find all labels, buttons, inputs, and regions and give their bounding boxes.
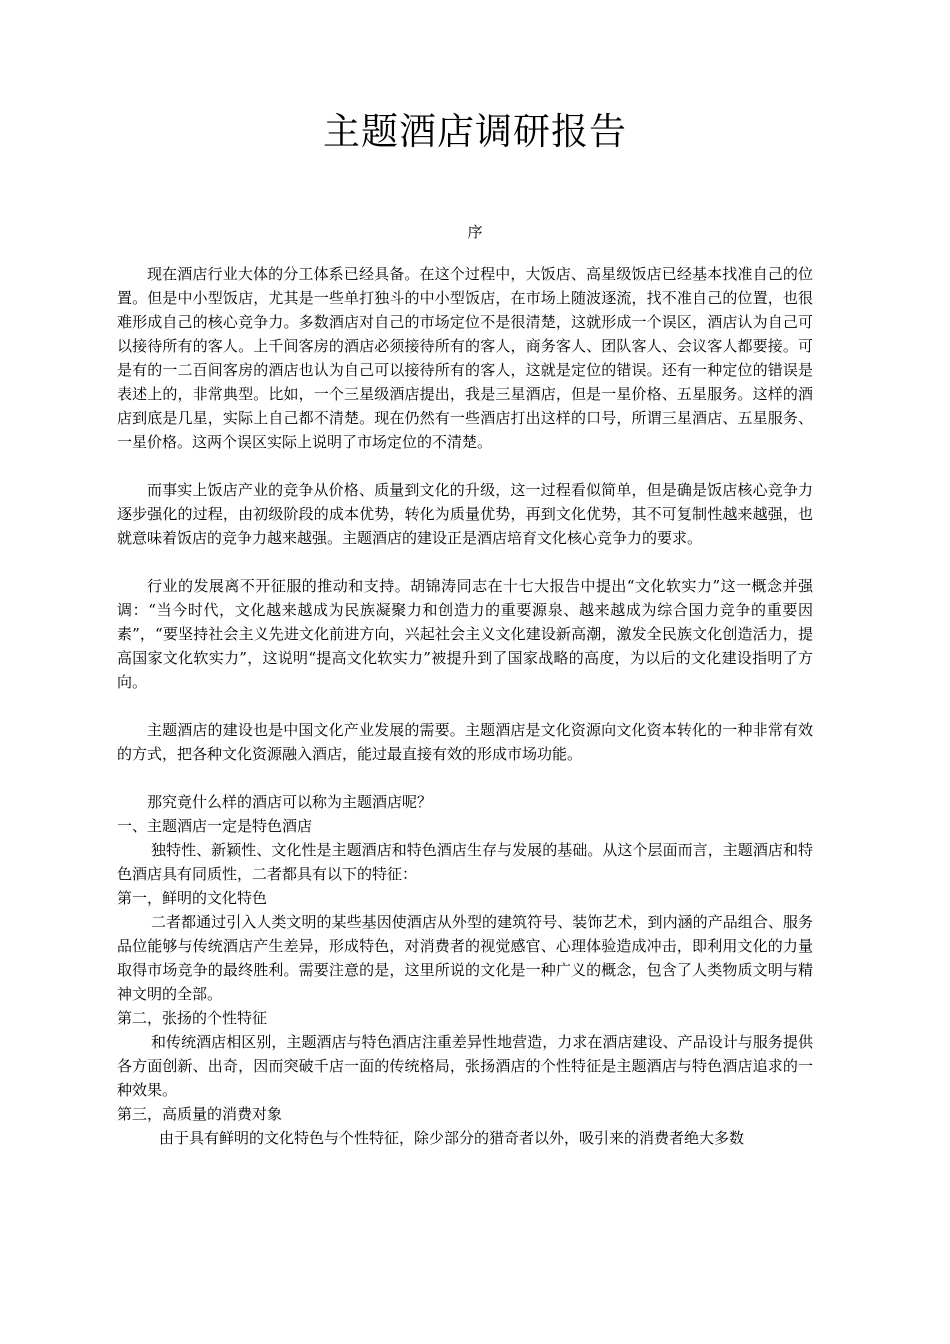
section-one-intro: 独特性、新颖性、文化性是主题酒店和特色酒店生存与发展的基础。从这个层面而言，主题酒店和特色酒店具有同质性，二者都具有以下的特征： <box>117 841 813 883</box>
feature-3-heading: 第三，高质量的消费对象 <box>117 1105 283 1123</box>
paragraph-1: 现在酒店行业大体的分工体系已经具备。在这个过程中，大饭店、高星级饭店已经基本找准自己的位置。但是中小型饭店，尤其是一些单打独斗的中小型饭店，在市场上随波逐流，找不准自己的位置，也很难形成自己的核心竞争力。多数酒店对自己的市场定位不是很清楚，这就形成一个误区，酒店认为自己可以接待所有的客人。上千间客房的酒店必须接待所有的客人，商务客人、团队客人、会议客人都要接。可是有的一二百间客房的酒店也认为自己可以接待所有的客人，这就是定位的错误。还有一种定位的错误是表述上的，非常典型。比如，一个三星级酒店提出，我是三星酒店，但是一星价格、五星服务。这样的酒店到底是几星，实际上自己都不清楚。现在仍然有一些酒店打出这样的口号，所谓三星酒店、五星服务、一星价格。这两个误区实际上说明了市场定位的不清楚。 <box>117 265 813 451</box>
feature-3-text: 由于具有鲜明的文化特色与个性特征，除少部分的猎奇者以外，吸引来的消费者绝大多数 <box>159 1129 745 1147</box>
feature-1-heading: 第一，鲜明的文化特色 <box>117 889 268 907</box>
paragraph-5: 那究竟什么样的酒店可以称为主题酒店呢？ <box>147 793 433 811</box>
document-body <box>117 262 813 1150</box>
feature-2-heading: 第二，张扬的个性特征 <box>117 1009 268 1027</box>
paragraph-3: 行业的发展离不开征服的推动和支持。胡锦涛同志在十七大报告中提出“文化软实力”这一概念并强调：“当今时代，文化越来越成为民族凝聚力和创造力的重要源泉、越来越成为综合国力竞争的重要因素”，“要坚持社会主义先进文化前进方向，兴起社会主义文化建设新高潮，激发全民族文化创造活力，提高国家文化软实力”，这说明“提高文化软实力”被提升到了国家战略的高度，为以后的文化建设指明了方向。 <box>117 577 813 691</box>
document-title: 主题酒店调研报告 <box>323 110 627 153</box>
paragraph-2: 而事实上饭店产业的竞争从价格、质量到文化的升级，这一过程看似简单，但是确是饭店核心竞争力逐步强化的过程，由初级阶段的成本优势，转化为质量优势，再到文化优势，其不可复制性越来越强，也就意味着饭店的竞争力越来越强。主题酒店的建设正是酒店培育文化核心竞争力的要求。 <box>117 481 813 547</box>
paragraph-4: 主题酒店的建设也是中国文化产业发展的需要。主题酒店是文化资源向文化资本转化的一种非常有效的方式，把各种文化资源融入酒店，能过最直接有效的形成市场功能。 <box>117 721 813 763</box>
feature-2-text: 和传统酒店相区别，主题酒店与特色酒店注重差异性地营造，力求在酒店建设、产品设计与服务提供各方面创新、出奇，因而突破千店一面的传统格局，张扬酒店的个性特征是主题酒店与特色酒店追求的一种效果。 <box>117 1033 813 1099</box>
feature-1-text: 二者都通过引入人类文明的某些基因使酒店从外型的建筑符号、装饰艺术，到内涵的产品组合、服务品位能够与传统酒店产生差异，形成特色，对消费者的视觉感官、心理体验造成冲击，即利用文化的力量取得市场竞争的最终胜利。需要注意的是，这里所说的文化是一种广义的概念，包含了人类物质文明与精神文明的全部。 <box>117 913 813 1003</box>
section-label-preface: 序 <box>467 223 483 241</box>
section-one-heading: 一、主题酒店一定是特色酒店 <box>117 817 313 835</box>
